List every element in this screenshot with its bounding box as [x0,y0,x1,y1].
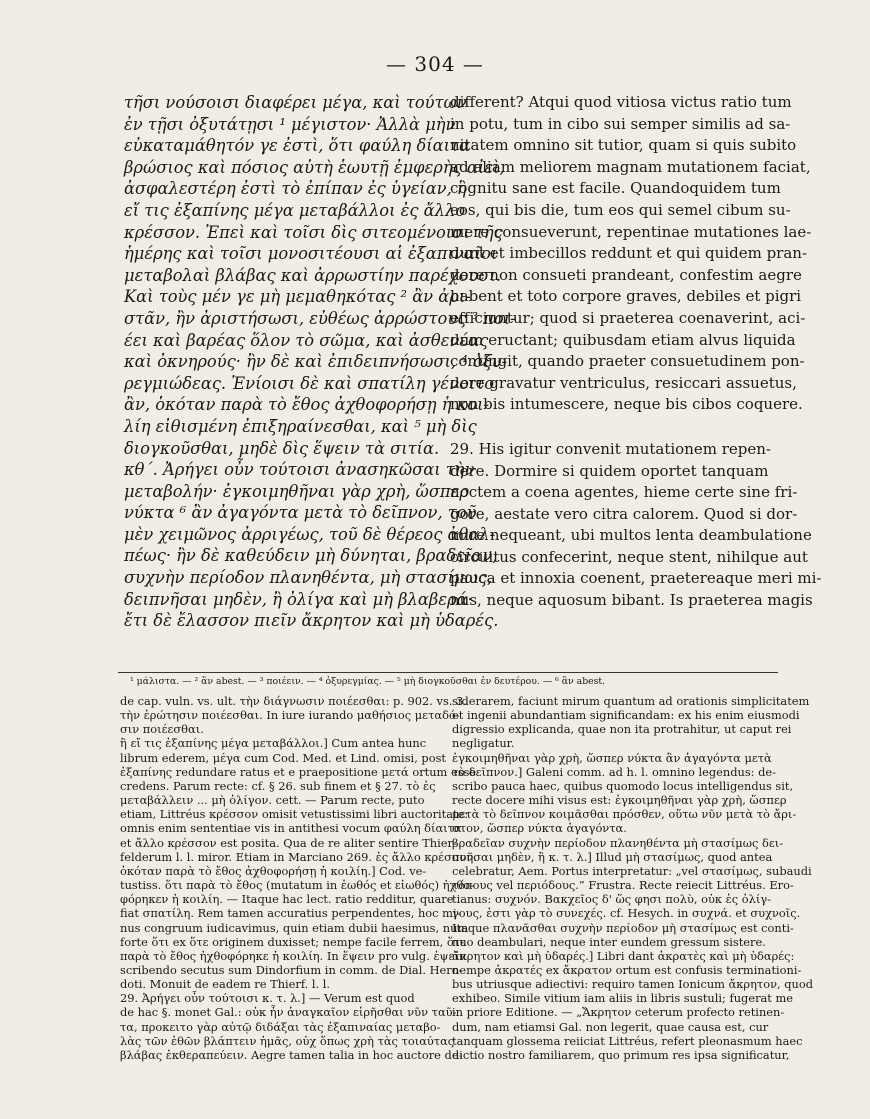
greek-line: δειπνῆσαι μηδὲν, ἢ ὀλίγα καὶ μὴ βλαβερά· [124,589,473,609]
commentary-line: βλάβας ἐκθεραπεύειν. Aegre tamen talia in hoc auctore de- [120,1047,463,1062]
commentary-line: tanquam glossema reiiciat Littréus, refert pleonasmum haec [452,1033,803,1048]
commentary-line: φόρηκεν ἡ κοιλίη. — Itaque hac lect. ratio redditur, quare [120,892,454,907]
greek-line: μεταβολαὶ βλάβας καὶ ἀρρωστίην παρέχουσι. [124,265,502,285]
commentary-line: felderum l. l. miror. Etiam in Marciano 269. ἐς ἄλλο κρέσσον. [120,849,478,864]
commentary-line: ἐγκοιμηθῆναι γὰρ χρὴ, ὥσπερ νύκτα ἂν ἀγαγόντα μετὰ [452,750,772,765]
latin-line: ad aliam meliorem magnam mutationem faciat, [450,157,811,176]
commentary-line: nus congruum iudicavimus, quin etiam dubii haesimus, num [120,920,469,935]
latin-line: circuitus confecerint, neque stent, nihilque aut [450,547,808,566]
commentary-line: recte docere mihi visus est: ἐγκοιμηθῆναι γὰρ χρὴ, ὥσπερ [452,793,787,808]
greek-line: ἂν, ὁκόταν παρὰ τὸ ἔθος ἀχθοφορήσῃ ἡ κοι- [124,395,489,415]
commentary-line: πνῆσαι μηδὲν, ἢ κ. τ. λ.] Illud μὴ στασίμως, quod antea [452,849,773,864]
latin-line: in potu, tum in cibo sui semper similis ad sa- [450,114,791,133]
latin-line: pauca et innoxia coenent, praetereaque meri mi- [450,569,822,588]
commentary-line: digressio explicanda, quae non ita protrahitur, ut caput rei [452,722,792,737]
page-number: — 304 — [386,52,484,76]
commentary-line: βραδεῖαν συχνὴν περίοδον πλανηθέντα μὴ στασίμως δει- [452,835,784,850]
latin-line: dum eructant; quibusdam etiam alvus liquida [450,330,796,349]
greek-line: διογκοῦσθαι, μηδὲ δὶς ἕψειν τὰ σιτία. [124,438,440,458]
latin-line: dunt et imbecillos reddunt et qui quidem pran- [450,244,808,263]
greek-line: μὲν χειμῶνος ἀρριγέως, τοῦ δὲ θέρεος ἀθαλ- [124,524,496,544]
commentary-line: de cap. vuln. vs. ult. τὴν διάγνωσιν ποιέεσθαι: p. 902. vs. 3. [120,694,467,708]
greek-line: καὶ ὀκνηρούς· ἢν δὲ καὶ ἐπιδειπνήσωσι, ⁴ ὀξυ- [124,352,508,372]
commentary-line: dum, nam etiamsi Gal. non legerit, quae causa est, cur [452,1019,769,1034]
greek-line: ρεγμιώδεας. Ἐνίοισι δὲ καὶ σπατίλη γένοιτο [124,373,495,393]
commentary-line: celebratur, Aem. Portus interpretatur: „vel στασίμως, subaudi [452,863,812,878]
commentary-line: credens. Parum recte: cf. § 26. sub finem et § 27. τὸ ἐς [120,778,436,793]
greek-line: τῆσι νούσοισι διαφέρει μέγα, καὶ τούτων [124,93,467,112]
commentary-line: etiam, Littréus κρέσσον omisit vetustissimi libri auctoritate: [120,807,469,822]
commentary-line: scribendo secutus sum Dindorfium in comm. de Dial. Hero- [120,962,463,977]
greek-line: Καὶ τοὺς μέν γε μὴ μεμαθηκότας ² ἂν ἀρι- [124,287,471,307]
commentary-line: in priore Editione. — „Ἄκρητον ceterum profecto retinen- [452,1005,785,1020]
commentary-line: τα, προκειτο γὰρ αὐτῷ διδάξαι τὰς ἐξαπιναίας μεταβο- [120,1019,441,1034]
latin-line: different? Atqui quod vitiosa victus ratio tum [450,93,792,111]
commentary-line: de hac §. monet Gal.: οὐκ ἦν ἀναγκαῖον εἰρῆσθαι νῦν ταῦ- [120,1005,457,1020]
latin-line: habent et toto corpore graves, debiles et pigri [450,287,802,306]
greek-line: ἔτι δὲ ἔλασσον πιεῖν ἄκρητον καὶ μὴ ὑδαρές. [124,611,499,631]
latin-line: mire nequeant, ubi multos lenta deambulatione [450,526,812,545]
greek-text-column [124,92,516,632]
commentary-line: tianus: συχνόν. Βακχεῖος δ' ὥς φησι πολὺ, οὐκ ἐς ὀλίγ- [452,892,771,907]
greek-line: ἡμέρης καὶ τοῖσι μονοσιτέουσι αἱ ἐξαπιναῖοι [124,244,498,264]
commentary-line: τὴν ἐρώτησιν ποιέεσθαι. In iure iurando μαθήσιος μεταδό- [120,708,460,723]
greek-line: ἐν τῇσι ὀξυτάτῃσι ¹ μέγιστον· Ἀλλὰ μὴν [124,114,456,134]
latin-line: 29. His igitur convenit mutationem repen- [450,439,771,458]
commentary-line: dictio nostro familiarem, quo primum res ipsa significatur, [452,1047,790,1062]
commentary-line: ἐξαπίνης redundare ratus et e praepositione μετά ortum esse [120,764,477,779]
latin-line: contingit, quando praeter consuetudinem pon- [450,352,805,371]
greek-line: εἴ τις ἐξαπίνης μέγα μεταβάλλοι ἐς ἄλλο [124,200,466,220]
commentary-line: ἄκρητον καὶ μὴ ὑδαρές.] Libri dant ἀκρατὲς καὶ μὴ ὑδαρές: [452,948,795,963]
commentary-line: fiat σπατίλη. Rem tamen accuratius perpendentes, hoc mi- [120,906,461,921]
greek-line: κθ΄. Ἀρήγει οὖν τούτοισι ἀνασηκῶσαι τὴν [124,460,475,480]
commentary-right-column [452,694,814,1062]
commentary-line: ὁκόταν παρὰ τὸ ἔθος ἀχθοφορήσῃ ἡ κοιλίη.] Cod. ve- [120,863,427,878]
commentary-line: negligatur. [452,736,515,751]
greek-line: πέως· ἢν δὲ καθεύδειν μὴ δύνηται, βραδεῖαν, [124,546,498,566]
greek-line: στᾶν, ἢν ἀριστήσωσι, εὐθέως ἀρρώστους ³ ποι- [124,308,516,328]
greek-line: ἀσφαλεστέρη ἐστὶ τὸ ἐπίπαν ἐς ὑγείαν, ἢ [124,179,467,199]
commentary-line: omnis enim sententiae vis in antithesi vocum φαύλη δίαιτα [120,821,462,836]
commentary-line: Itaque πλανᾶσθαι συχνὴν περίοδον μὴ στασίμως est conti- [452,920,794,935]
latin-line: mere consueverunt, repentinae mutationes lae- [450,222,812,241]
greek-line: μεταβολήν· ἐγκοιμηθῆναι γὰρ χρὴ, ὥσπερ [124,481,469,501]
greek-line: εὐκαταμάθητόν γε ἐστὶ, ὅτι φαύλη δίαιτα [124,136,471,156]
commentary-line: λὰς τῶν ἐθῶν βλάπτειν ἡμᾶς, οὐχ ὅπως χρὴ τὰς τοιαύτας [120,1033,455,1048]
latin-line: nus, neque aquosum bibant. Is praeterea magis [450,591,813,610]
commentary-line: exhibeo. Simile vitium iam aliis in libris sustuli; fugerat me [452,991,794,1006]
paragraph-gap [450,416,776,439]
latin-line: dere gravatur ventriculus, resiccari assuetus, [450,373,797,392]
greek-line: νύκτα ⁶ ἂν ἀγαγόντα μετὰ τὸ δεῖπνον, τοῦ [124,503,477,523]
latin-line: nitatem omnino sit tutior, quam si quis subito [450,136,797,155]
commentary-line: σιν ποιέεσθαι. [120,722,204,737]
latin-line: noctem a coena agentes, hieme certe sine fri- [450,483,798,502]
commentary-line: nempe ἀκρατές ex ἄκρατον ortum est confusis terminationi- [452,962,802,977]
commentary-line: doti. Monuit de eadem re Thierf. l. l. [120,977,331,992]
commentary-line: παρὰ τὸ ἔθος ἠχθοφόρηκε ἡ κοιλίη. In ἕψειν pro vulg. ἑψεῖν [120,948,466,963]
commentary-line: ἢ εἴ τις ἐξαπίνης μέγα μεταβάλλοι.] Cum antea hunc [120,736,427,751]
greek-line: λίη εἰθισμένη ἐπιξηραίνεσθαι, καὶ ⁵ μὴ δὶς [124,416,477,436]
latin-line: non bis intumescere, neque bis cibos coquere. [450,395,803,414]
latin-translation-column [450,92,822,612]
commentary-line: 29. Ἀρήγει οὖν τούτοισι κ. τ. λ.] — Verum est quod [120,991,415,1006]
commentary-line: forte ὅτι ex ὅτε originem duxisset; nempe facile ferrem, ὅτε [120,934,466,949]
footnotes: ¹ μάλιστα. — ² ἂν abest. — ³ ποιέειν. — ⁴ ὀξυρεγμίας. — ⁵ μὴ διογκοῦσθαι ἐν δευτέρου. — ⁶ ἂν abest. [130,676,606,687]
commentary-line: et ingenii abundantiam significandam: ex his enim eiusmodi [452,708,800,723]
commentary-line: μεταβάλλειν ... μὴ ὀλίγον. cett. — Parum recte, puto [120,793,425,808]
commentary-line: tustiss. ὅτι παρὰ τὸ ἔθος (mutatum in ἐωθός et εἰωθός) ἠχθο- [120,878,474,893]
commentary-line: γους, ἐστι γὰρ τὸ συνεχές. cf. Hesych. in συχνά. et συχνοῖς. [452,906,801,921]
commentary-line: scribo pauca haec, quibus quomodo locus intelligendus sit, [452,778,794,793]
commentary-line: librum ederem, μέγα cum Cod. Med. et Lind. omisi, post [120,750,447,765]
footnote-divider [118,672,778,673]
greek-line: βρώσιος καὶ πόσιος αὐτὴ ἑωυτῇ ἐμφερὴς αἰεὶ, [124,157,505,177]
commentary-line: στον, ὥσπερ νύκτα ἀγαγόντα. [452,821,627,836]
latin-line: gore, aestate vero citra calorem. Quod si dor- [450,504,798,523]
commentary-line: μετὰ τὸ δεῖπνον κοιμᾶσθαι πρόσθεν, οὕτω νῦν μετὰ τὸ ἄρι- [452,807,797,822]
commentary-line: et ἄλλο κρέσσον est posita. Qua de re aliter sentire Thier- [120,835,457,850]
commentary-left-column [120,694,478,1062]
commentary-line: τόπους vel περιόδους.” Frustra. Recte reiecit Littréus. Ero- [452,878,794,893]
greek-line: κρέσσον. Ἐπεὶ καὶ τοῖσι δὶς σιτεομένοισι τῆς [124,222,503,242]
latin-line: dere. Dormire si quidem oportet tanquam [450,461,769,480]
latin-line: eos, qui bis die, tum eos qui semel cibum su- [450,200,791,219]
greek-line: συχνὴν περίοδον πλανηθέντα, μὴ στασίμως, [124,568,493,588]
latin-line: efficiuntur; quod si praeterea coenaverint, aci- [450,308,806,327]
commentary-line: τὸ δεῖπνον.] Galeni comm. ad h. l. omnino legendus: de- [452,764,777,779]
latin-line: dere non consueti prandeant, confestim aegre [450,265,802,284]
latin-line: cognitu sane est facile. Quandoquidem tum [450,179,781,198]
greek-line: έει καὶ βαρέας ὅλον τὸ σῶμα, καὶ ἀσθενέας [124,330,489,350]
commentary-line: nuo deambulari, neque inter eundem gressum sistere. [452,934,766,949]
commentary-line: siderarem, faciunt mirum quantum ad orationis simplicitatem [452,694,810,708]
commentary-line: bus utriusque adiectivi: requiro tamen Ionicum ἄκρητον, quod [452,977,814,992]
